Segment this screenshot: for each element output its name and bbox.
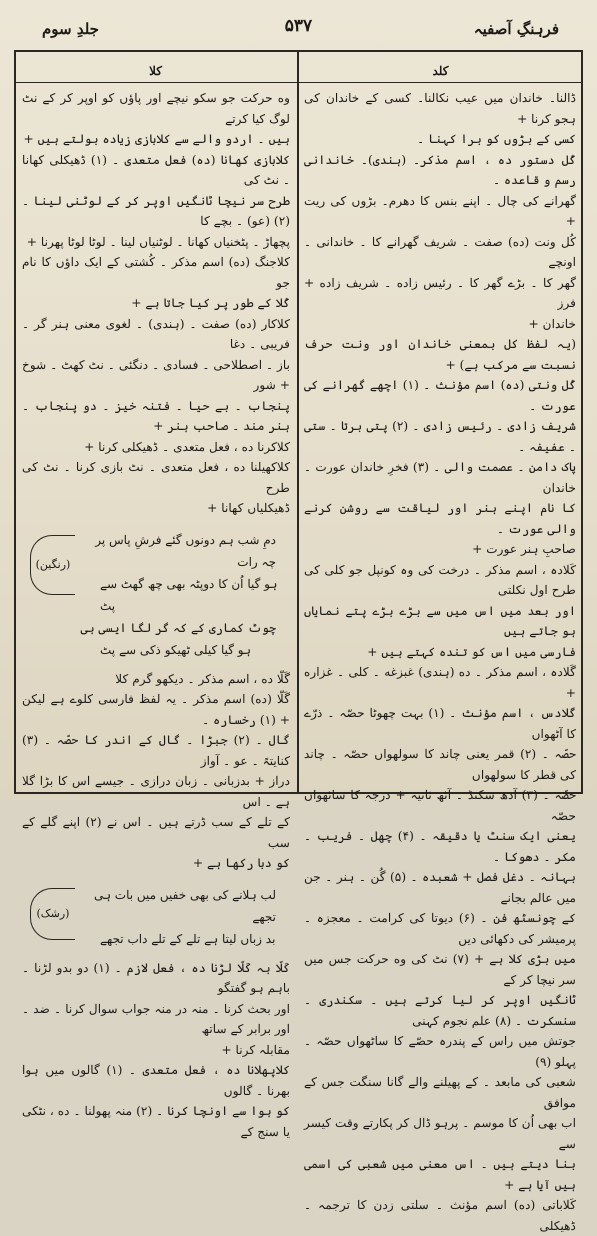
entry-line: اور بعد میں اس میں سے بڑے بڑے پتے نمایاں ہو جاتے ہیں [304,603,576,638]
entry-line: میں بڑی کلا ہے + (۷) نٹ کی وه حرکت جس میں سر نیچا کر کے [304,952,576,987]
book-title: فرہنگِ آصفیہ [473,20,559,38]
entry-line: کے تلے کے سب ڈرتے ہیں ۔ اس نے (۲) اپنے گلے کے سب [22,815,290,850]
left-column-entries [22,88,290,519]
entry-line: گَلّا ده ، اسم مذکر ۔ دیکھو گرم کلا [115,671,290,686]
verse-line: دمِ شب ہم دونوں گئے فرشِ پاس پر چہ رات [95,532,276,569]
entry-line: پاک دامن ۔ عصمت والی ۔ (۳) فخرِ خاندان عورت ۔ خاندان [304,460,576,495]
entry-line: ہیں ۔ اردو والے سے کلابازی زیاده بولتے ہیں + [23,132,290,146]
entry-line: وه حرکت جو سکو نیچے اور پاؤں کو اوپر کر کے نٹ لوگ کیا کرتے [22,91,290,126]
right-column [304,88,577,1233]
left-column-heading: کلا [149,64,162,78]
right-column-heading: کلد [432,64,449,78]
entry-line: اب بھی اُن کا موسم ۔ پرہو ڈال کر پکارتے وقت کیسر سے [304,1116,576,1151]
entry-line: (یہ لفظ کل بمعنی خاندان اور ونت حرف نسبت سے مرکب ہے) + [304,337,576,372]
entry-line: ڈھیکلیاں کھانا + [207,501,290,515]
verse-couplet [22,880,290,954]
entry-line: کُل دستور ده ، اسم مذکر۔ (ہندی)۔ خاندانی رسم و قاعده ۔ [304,152,576,187]
poet-attribution: (رنگین) [30,535,75,595]
entry-line: گَلادہ ، اسم مذکر ۔ ده (ہندی) غبزغه ۔ کلی ۔ غزاره + [304,665,576,700]
entry-line: کَلاباتی (ده) اسم مؤنث ۔ سلتی زدن کا ترجمہ ۔ ڈھیکلی [304,1198,576,1233]
entry-line: ٹانگیں اوپر کر لیا کرتے ہیں ۔ سکندری ۔ سنسکرت ۔ (۸) علم نجوم کہنی [304,993,576,1028]
verse-line: چوٹ کماری کے کہ گر لگا ایسی ہی [80,620,276,635]
entry-line: گَلادس ، اسم مؤنث ۔ (۱) بہت چھوٹا حصّہ ۔ ذرّے کا آٹھواں [304,706,576,741]
entry-line: باز ۔ اصطلاحی ۔ فسادی ۔ دنگئی ۔ نٹ کھٹ ۔ شوخ + شور [22,357,290,392]
verse-line: بد زباں لیتا ہے تلے کے تلے داب تجھے [100,931,276,946]
entry-line: کَلادہ ، اسم مذکر ۔ درخت کی وہ کونپل جو کلی کی طرح اول نکلتی [304,562,576,597]
entry-line: بہانہ ۔ دغل فصل + شعبدہ ۔ (۵) گُن ۔ ہنر ۔ جن میں عالم بجانے [304,870,577,905]
heading-rule [14,82,583,83]
entry-line: کسی کے بڑوں کو برا کہنا ۔ [417,132,576,146]
entry-line: فارسی میں اس کو تندہ کہتے ہیں + [367,644,576,659]
entry-line: کُل ونت (ده) صفت ۔ شریف گھرانے کا ۔ خاندانی ۔ اونچے [304,234,576,269]
column-divider [297,50,299,794]
page-number: ۵۳۷ [284,16,313,36]
entry-line: طرح سر نیچا ٹانگیں اوپر کر کے لوٹنی لینا ۔ (۲) (عو) ۔ بچے کا [22,193,290,228]
entry-line: بنا دیتے ہیں ۔ اس معنی میں شعبی کی اسمی ہیں آیا ہے + [304,1157,576,1192]
poet-attribution: (رشک) [30,888,75,940]
entry-line: کلابازی کھانا (ده) فعل متعدی ۔ (۱) ڈھیکلی کھانا ۔ نٹ کی [22,152,290,187]
entry-line: کلاکرنا ده ، فعل متعدی ۔ ڈھیکلی کرنا + [84,439,290,454]
entry-line: یعنی ایک سنٹ یا دقیقہ ۔ (۴) چھل ۔ فریب ۔ مکر ۔ دھوکا ۔ [304,829,576,864]
entry-line: کُلا کے طور پر کیا جاتا ہے + [131,296,290,310]
entry-line: مقابلہ کرنا + [221,1042,290,1057]
entry-line: کا نام اپنے ہنر اور لیاقت سے روشن کرنے والی عورت ۔ [304,501,576,536]
verse-line: ہو گیا کیلی ٹھیکو ذکی سے پٹ [100,642,252,657]
left-column-entries [22,669,290,874]
entry-line: شریف زادی ۔ رئیس زادی ۔ (۲) پتی برتا ۔ ستی ۔ عفیفہ ۔ [304,419,576,454]
entry-line: کُل ونتی (ده) اسم مؤنث ۔ (۱) اچھے گھرانے کی عورت ۔ [304,378,576,413]
entry-line: حصّہ ۔ (۲) قمر یعنی چاند کا سولھواں حصّہ ۔ چاند کی قطر کا سولھواں [304,747,576,782]
entry-line: شعبی کی مابعد ۔ کے پھیلنے والے گانا سنگت جس کے موافق [304,1075,576,1110]
verse-line: ہو گیا اُن کا دوپٹہ بھی چھ گھٹ سے پٹ [100,576,278,613]
page-header [30,14,567,44]
entry-line: خاندان + [528,316,576,331]
entry-line: حصّہ ۔ (۳) آدھ سکنڈ ۔ آٹھ ثانیہ + درجہ کا ساٹھواں حصّہ [304,788,576,823]
verse-couplet [22,525,290,665]
entry-line: کلاکار (ده) صفت ۔ (ہندی) ۔ لغوی معنی ہنر گر ۔ فریبی ۔ دغا [22,316,290,351]
entry-line: گھرانے کی چال ۔ اپنے بنس کا دھرم۔ بڑوں کی ریت + [304,193,576,228]
entry-line: گَلّا (ده) اسم مذکر ۔ یہ لفظ فارسی کلوے ہے لیکن + (۱) رخسارہ ۔ [22,692,290,727]
entry-line: کلاپھلانا ده ، فعل متعدی ۔ (۱) گالوں میں ہوا بھرنا ۔ گالوں [22,1063,290,1098]
volume-label: جلدِ سوم [42,20,99,38]
entry-line: کلاجنگ (ده) اسم مذکر ۔ کُشتی کے ایک داؤں کا نام جو [22,255,290,290]
entry-line: اور بحث کرنا ۔ منہ در منہ جواب سوال کرنا ۔ ضد ۔ اور برابر کے ساتھ [22,1001,290,1036]
entry-line: کو دبا رکھا ہے + [192,856,290,870]
entry-line: پچھاڑ ۔ پٹخنیاں کھانا ۔ لوٹنیاں لینا ۔ لوٹا لوٹا پھرنا + [26,234,290,249]
entry-line: کے چونسٹھ فن ۔ (۶) دیوتا کی کرامت ۔ معجزہ ۔ پرمیشر کی دکھائی دیں [304,911,576,946]
entry-line: پنجاب ۔ بے حیا ۔ فتنہ خیز ۔ دو پنجاب ۔ ہنر مند ۔ صاحب ہنر + [22,398,290,433]
entry-line: کَلّا بہ کَلّا لڑنا ده ، فعل لازم ۔ (۱) دو بدو لڑنا ۔ باہم ہو گفتگو [22,960,290,995]
left-column-entries [22,958,290,1143]
entry-line: کو ہوا سے اونچا کرنا ۔ (۲) منہ پھولنا ۔ ده ، نٹکی یا سنج کے [22,1104,290,1139]
entry-line: دراز + بدزبانی ۔ زبان درازی ۔ جیسے اس کا بڑا گلا ہے ۔ اس [22,774,290,809]
entry-line: کلاکھیلنا ده ، فعل متعدی ۔ نٹ بازی کرنا ۔ نٹ کی طرح [22,460,290,495]
entry-line: گھر کا ۔ بڑے گھر کا ۔ رئیس زاده ۔ شریف زاده + فرز [304,275,576,310]
entry-line: جوتش میں راس کے پندرہ حصّے کا ساٹھواں حصّہ ۔ پہلو (۹) [304,1034,576,1069]
entry-line: گال ۔ (۲) جبڑا ۔ گال کے اندر کا حصّہ ۔ (۳) کنایتہً ۔ عو ۔ آواز [22,733,290,768]
left-column [22,88,290,1139]
verse-line: لب ہلانے کی بھی خفیں میں بات ہی تجھے [93,887,276,924]
entry-line: ڈالنا۔ خاندان میں عیب نکالنا۔ کسی کے خاندان کی ہجو کرنا + [304,91,576,126]
entry-line: صاحبِ ہنر عورت + [472,542,576,556]
